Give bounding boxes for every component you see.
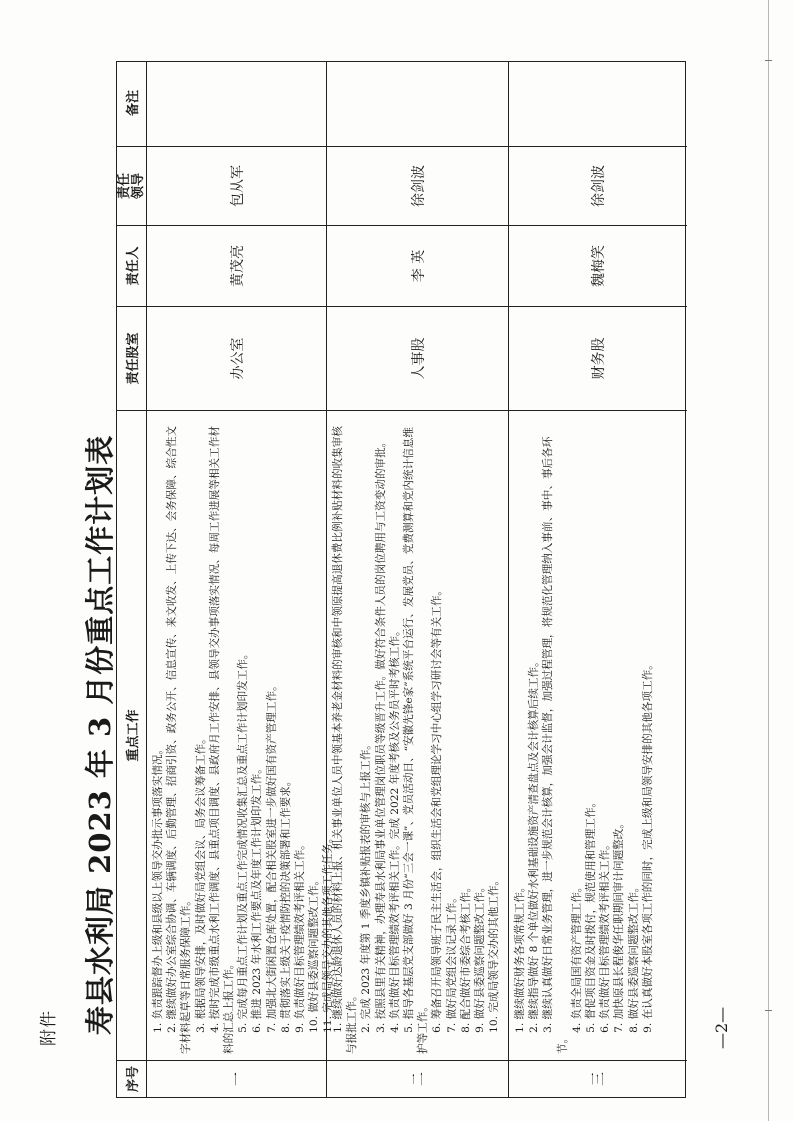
- row-note: [327, 60, 508, 146]
- row-note: [147, 60, 326, 146]
- row-work-cell: [147, 410, 335, 1060]
- row-work-cell: [327, 410, 508, 1060]
- work-item: 1. 继续做好财务各项常规工作。: [514, 881, 526, 1033]
- row-seq: 三: [509, 1060, 687, 1097]
- scan-edge-tick: [765, 1010, 772, 1011]
- work-item: 8. 做好县委巡察问题整改工作。: [627, 881, 640, 1033]
- row-person: 魏梅笑: [509, 225, 687, 306]
- work-item: 2. 继续做好办公室综合协调、车辆调度、后勤管理、招商引资、政务公开、信息宣传、来文收发、上传下达、会务保障、综合性文字材料起草等日常服务保障工作。: [166, 426, 193, 1054]
- row-leader: 徐剑波: [509, 146, 687, 225]
- table-header-row: [117, 62, 147, 1097]
- work-item: 4. 负责做好目标管理绩效考评相关工作。完成 2022 年度考核及公务员平时考核工作。: [388, 625, 401, 1033]
- row-dept: 办公室: [147, 306, 326, 410]
- row-leader: 徐剑波: [327, 146, 508, 225]
- header-leader-line1: 责任: [116, 173, 132, 200]
- work-item: 2. 继续指导做好 8 个单位做好水利基础设施资产清查盘点及会计核算后续工作。: [528, 656, 541, 1033]
- page-title: 寿县水利局 2023 年 3 月份重点工作计划表: [83, 434, 117, 1035]
- work-item: 4. 负责全局国有资产管理工作。: [570, 881, 583, 1033]
- work-item: 7. 做好局党组会议记录工作。: [445, 892, 458, 1033]
- work-item: 9. 做好县委巡察问题整改工作。: [474, 881, 487, 1033]
- work-item-list: [509, 411, 657, 1060]
- work-item: 1. 继续做好达龄退休人员的材料上报、机关事业单位人员中领基本养老金材料的审核和中领原提高退休费比例补贴材料的收集审核与报批工作。: [332, 426, 359, 1054]
- row-person: 黄茂亮: [147, 225, 326, 306]
- header-leader-line2: 领导: [130, 173, 146, 200]
- work-item: 3. 按照县里有关精神，办理寿县水利局事业单位管理岗位职员等级晋升工作。做好符合条件人员的岗位聘用与工资变动的审批。: [374, 436, 387, 1033]
- work-item: 6. 负责做好目标管理绩效考评相关工作。: [599, 839, 612, 1033]
- header-person: 责任人: [117, 225, 146, 306]
- header-note: 备注: [126, 90, 141, 117]
- work-item: 10. 完成局领导交办的其他工作。: [488, 874, 501, 1033]
- scan-edge-line: [768, 0, 769, 1121]
- header-leader: [117, 146, 146, 225]
- work-item: 2. 完成 2023 年度第 1 季度乡镇补贴报表的审核与上报工作。: [360, 739, 373, 1033]
- work-item: 7. 加强北大街闲置仓库处置，配合相关股室进一步做好国有资产管理工作。: [265, 680, 278, 1033]
- row-person: 李 英: [327, 225, 508, 306]
- work-item-list: [327, 411, 503, 1060]
- header-dept: 责任股室: [117, 306, 146, 410]
- work-item: 11. 完成局领导交办的其他各项工作任务。: [322, 832, 335, 1033]
- work-item-list: [147, 411, 338, 1060]
- attachment-label: 附件: [39, 1010, 59, 1046]
- work-item: 5. 督促项目资金及时拨付，规范使用和管理工作。: [585, 796, 598, 1033]
- work-item: 6. 推进 2023 年水利工作要点及年度工作计划印发工作。: [251, 763, 264, 1033]
- table-row: [147, 62, 335, 1097]
- work-item: 8. 配合做好市委综合考核工作。: [459, 881, 472, 1033]
- row-seq: 二: [327, 1060, 508, 1097]
- work-item: 1. 负责跟踪督办上级和县级以上领导交办批示事项落实情况。: [152, 743, 164, 1033]
- work-item: 9. 在认真做好本股室各项工作的同时，完成上级和局领导安排的其他各项工作。: [641, 659, 654, 1033]
- table-row: [509, 62, 687, 1097]
- row-work-cell: [509, 410, 687, 1060]
- scan-edge-tick: [765, 60, 772, 61]
- work-item: 5. 指导各基层党支部做好 3 月份“三会一课”、党员活动日、“安徽先锋e家”系统平台运行、发展党员、党费测算和党内统计信息维护等工作。: [403, 427, 430, 1054]
- work-item: 7. 加快原县长程俊华任职期间审计问题整改。: [613, 818, 626, 1033]
- table-row: [327, 62, 509, 1097]
- work-item: 5. 完成每月重点工作计划及重点工作完成情况收集汇总及重点工作计划印发工作。: [237, 648, 250, 1033]
- work-item: 10. 做好县委巡察问题整改工作。: [308, 874, 321, 1033]
- row-seq: 一: [147, 1060, 326, 1097]
- work-plan-table: [116, 61, 686, 1098]
- row-dept: 人事股: [327, 306, 508, 410]
- work-item: 9. 负责做好目标管理绩效考评相关工作。: [294, 839, 307, 1033]
- page-number: —2—: [712, 1006, 731, 1049]
- work-item: 3. 继续认真做好日常业务管理，进一步规范会计核算，加强会计监督，加强过程管理，将规范化管理纳入事前、事中、事后各环节。: [542, 436, 569, 1054]
- work-item: 6. 筹备召开局领导班子民主生活会，组织生活会和党组理论学习中心组学习研讨会等有关工作。: [431, 584, 444, 1033]
- row-leader: 包从军: [147, 146, 326, 225]
- header-seq: 序号: [117, 1060, 146, 1097]
- work-item: 4. 按时完成市级重点水利工作调度、县重点项目调度、县政府月工作安排、县领导交办事项落实情况、每周工作进展等相关工作材料的汇总上报工作。: [208, 426, 236, 1054]
- work-item: 3. 根据局领导安排，及时做好局党组会议、局务会议筹备工作。: [194, 733, 207, 1033]
- work-item: 8. 贯彻落实上级关于疫情防控的决策部署和工作要求。: [279, 775, 292, 1033]
- row-note: [509, 60, 687, 146]
- row-dept: 财务股: [509, 306, 687, 410]
- header-work: 重点工作: [117, 410, 146, 1060]
